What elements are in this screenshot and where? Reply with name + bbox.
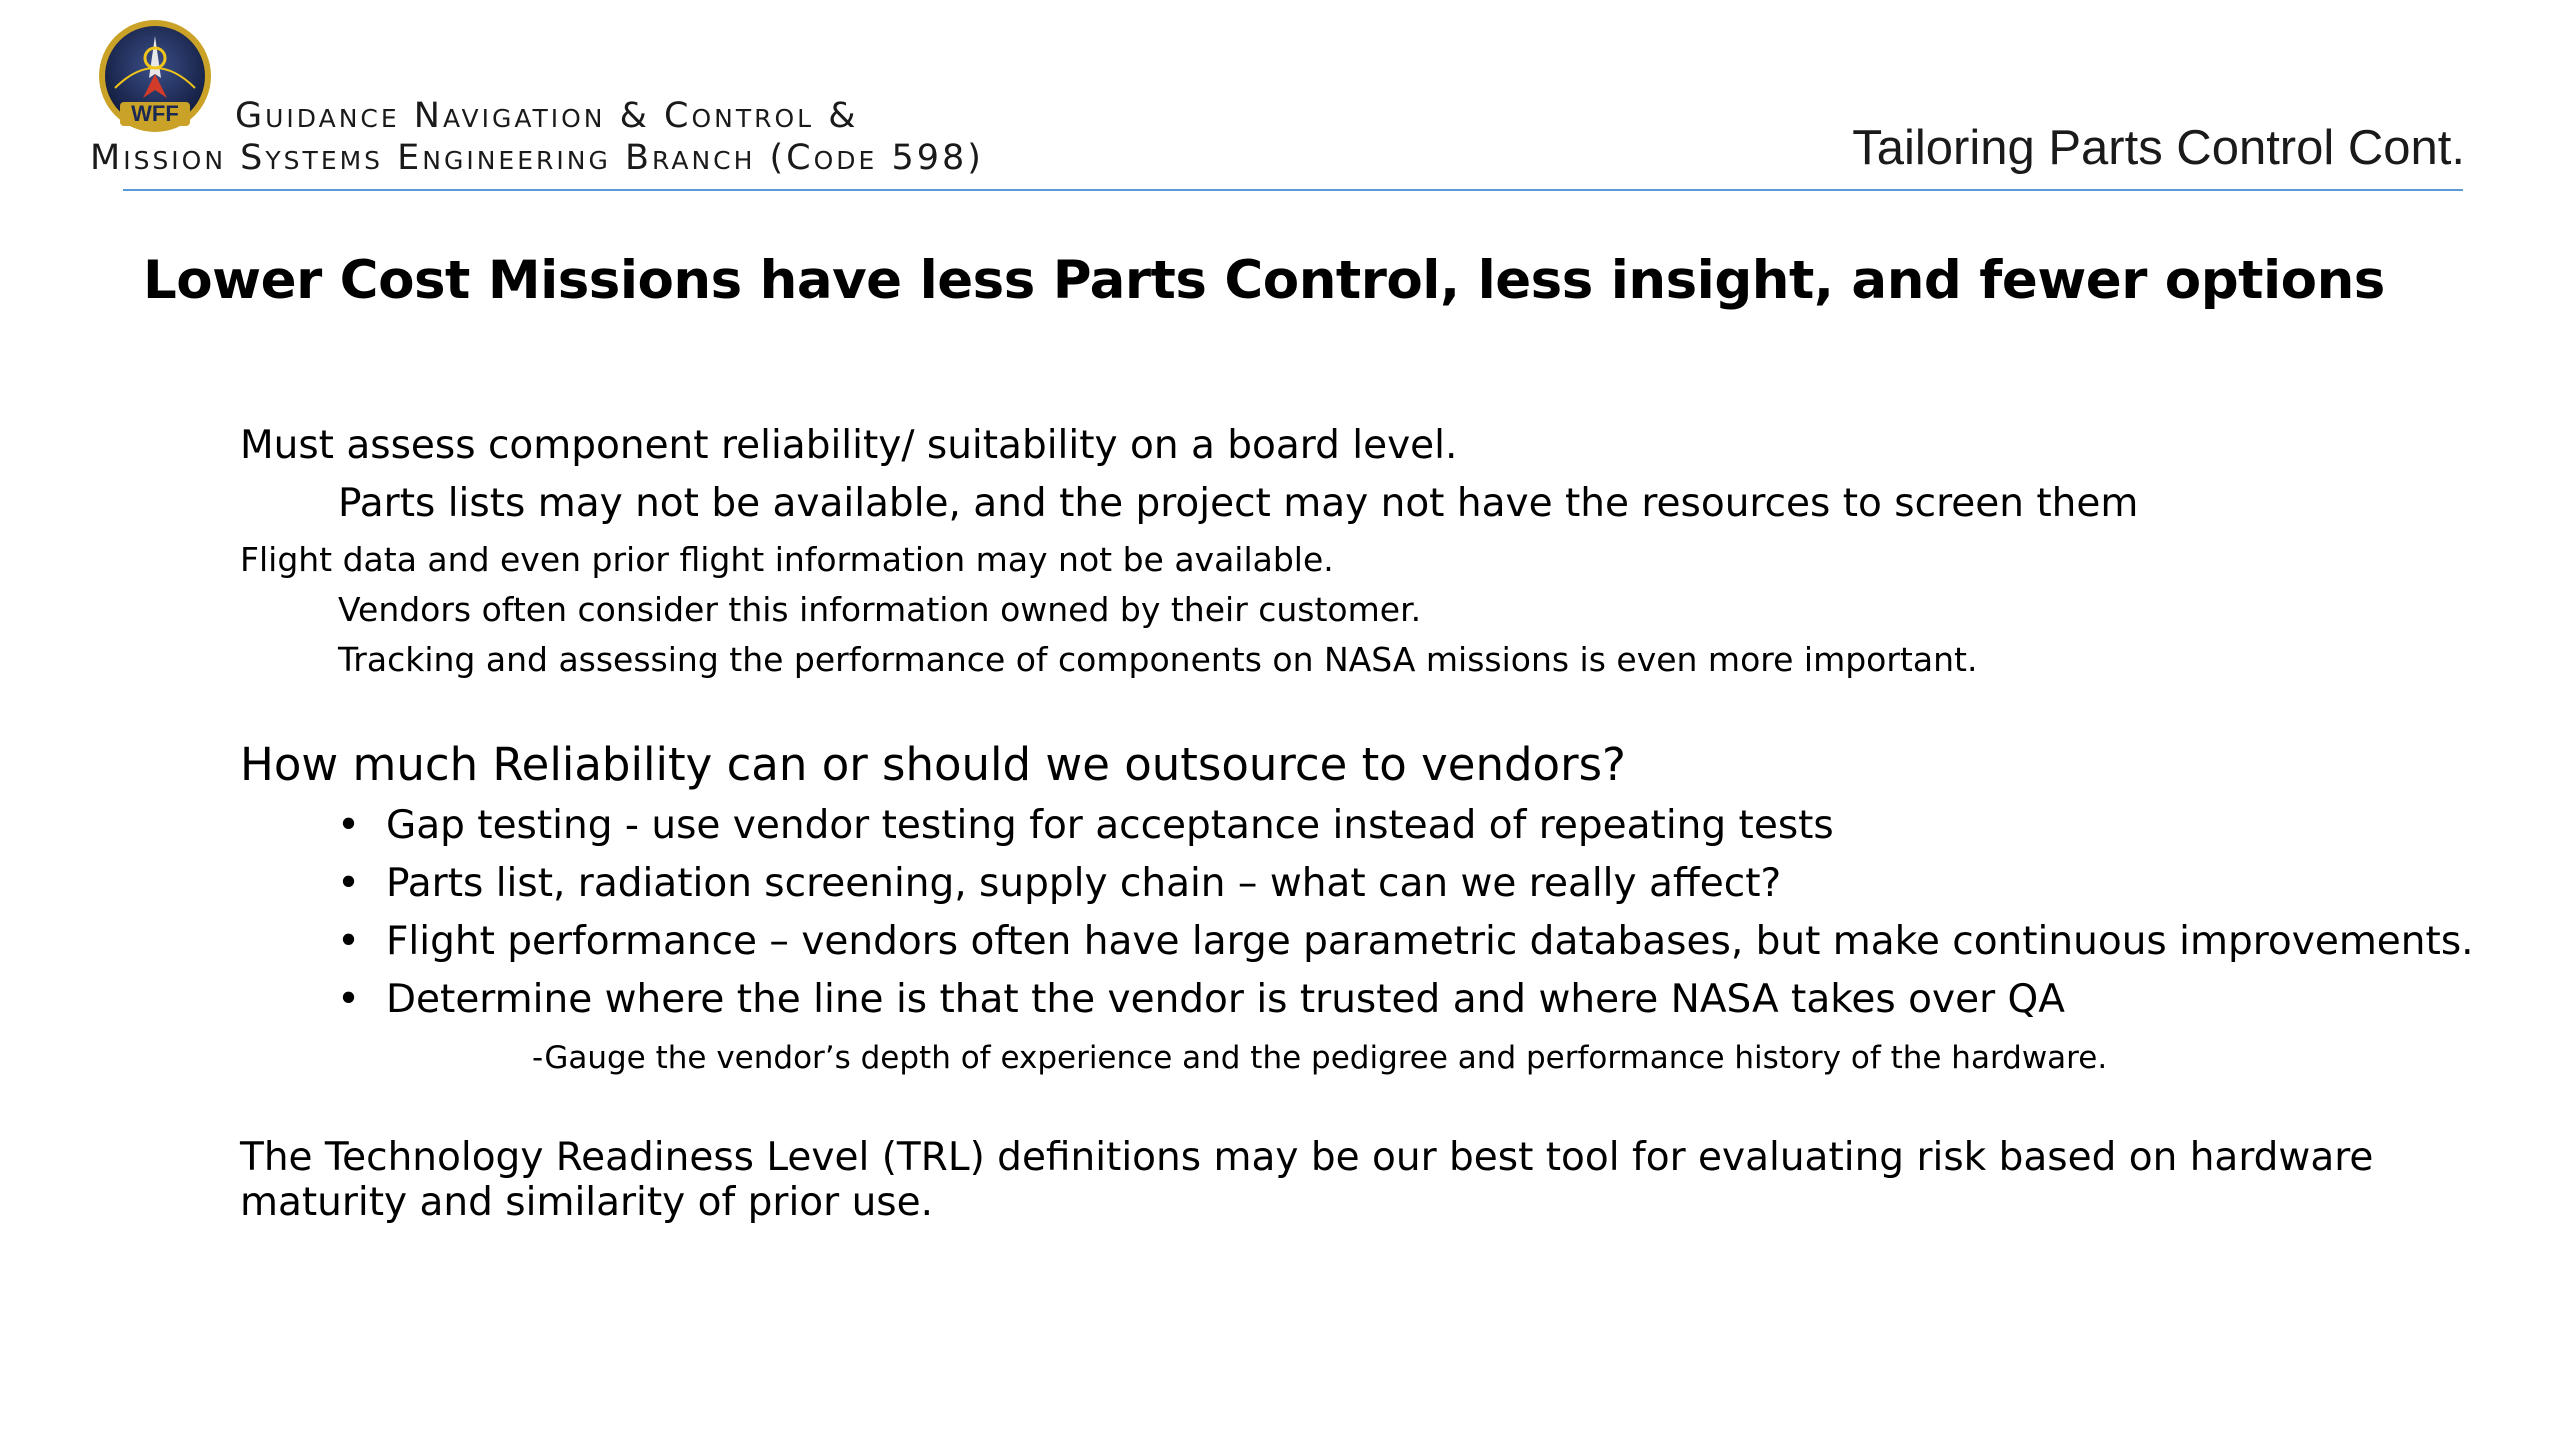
bullet-icon: •: [337, 977, 361, 1022]
bullet-icon: •: [337, 803, 361, 848]
text-line-board-level: Must assess component reliability/ suitability on a board level.: [240, 423, 1458, 468]
text-line-flight-data: Flight data and even prior flight information may not be available.: [240, 540, 1334, 579]
header-divider: [123, 189, 2463, 191]
bullet-icon: •: [337, 861, 361, 906]
bullet-item: Determine where the line is that the vendor is trusted and where NASA takes over QA: [386, 977, 2065, 1022]
slide-tag: Tailoring Parts Control Cont.: [1852, 121, 2465, 175]
bullet-item: Gap testing - use vendor testing for acceptance instead of repeating tests: [386, 803, 1834, 848]
bullet-icon: •: [337, 919, 361, 964]
trl-paragraph: The Technology Readiness Level (TRL) definitions may be our best tool for evaluating risk based on hardware maturity and similarity of prior use.: [240, 1135, 2374, 1225]
text-line-tracking: Tracking and assessing the performance of components on NASA missions is even more important.: [338, 640, 1978, 679]
sub-note-gauge-vendor: -Gauge the vendor’s depth of experience and the pedigree and performance history of the hardware.: [532, 1040, 2108, 1076]
slide-title: Lower Cost Missions have less Parts Control, less insight, and fewer options: [143, 250, 2385, 311]
logo-text: WFF: [131, 101, 179, 126]
bullet-item: Parts list, radiation screening, supply chain – what can we really affect?: [386, 861, 1782, 906]
text-line-vendors: Vendors often consider this information owned by their customer.: [338, 590, 1422, 629]
branch-name: [90, 95, 984, 179]
text-line-parts-lists: Parts lists may not be available, and the project may not have the resources to screen them: [338, 481, 2139, 526]
section-heading-outsource: How much Reliability can or should we outsource to vendors?: [240, 738, 1626, 791]
bullet-item: Flight performance – vendors often have large parametric databases, but make continuous improvements.: [386, 919, 2474, 964]
branch-line-2: Mission Systems Engineering Branch (Code 598): [90, 138, 984, 178]
branch-line-1: Guidance Navigation & Control &: [235, 96, 859, 136]
